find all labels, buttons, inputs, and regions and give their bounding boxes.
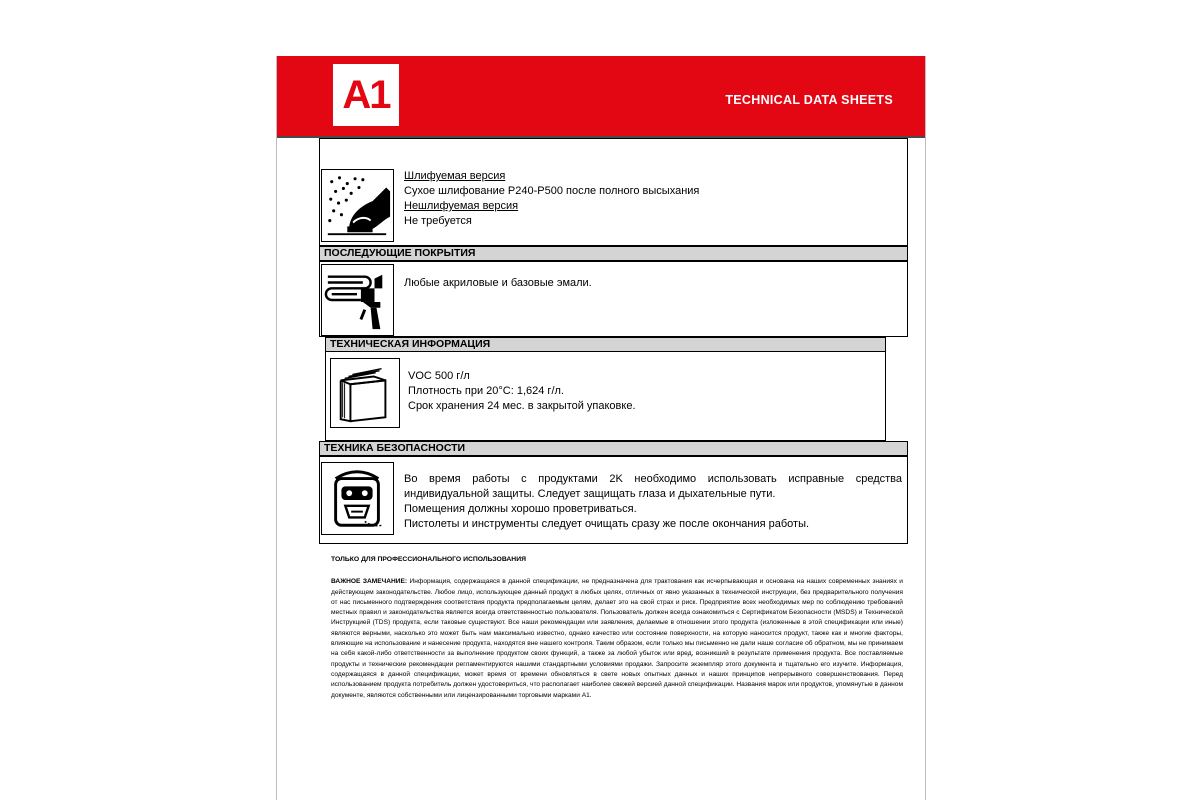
topcoats-text: Любые акриловые и базовые эмали. [404, 277, 592, 289]
shelf-life-value: Срок хранения 24 мес. в закрытой упаковке. [408, 400, 636, 412]
face-shield-icon [321, 462, 394, 535]
legal-notes [331, 555, 903, 701]
book-icon [330, 358, 400, 428]
document-header [277, 56, 925, 138]
safety-cleaning: Пистолеты и инструменты следует очищать сразу же после окончания работы. [404, 518, 810, 530]
important-notice-label: ВАЖНОЕ ЗАМЕЧАНИЕ: [331, 578, 408, 586]
technical-info-heading: ТЕХНИЧЕСКАЯ ИНФОРМАЦИЯ [325, 337, 886, 352]
density-value: Плотность при 20°C: 1,624 г/л. [408, 385, 564, 397]
non-sandable-version-text: Не требуется [404, 215, 472, 227]
important-notice [331, 577, 903, 701]
logo-text: A1 [342, 72, 390, 117]
topcoats-section [319, 261, 908, 337]
sandable-version-text: Сухое шлифование P240-P500 после полного высыхания [404, 185, 700, 197]
safety-heading: ТЕХНИКА БЕЗОПАСНОСТИ [319, 441, 908, 456]
non-sandable-version-title: Нешлифуемая версия [404, 200, 519, 212]
topcoats-heading: ПОСЛЕДУЮЩИЕ ПОКРЫТИЯ [319, 246, 908, 261]
important-notice-body: Информация, содержащаяся в данной спецификации, не предназначена для трактования как исчерпывающая и основана на наших современных знаниях и действующем законодательстве. Любое лицо, использующее данный продукт в любых целях, отличных от явно указанных в технической инструкции, без предварительного получения от нас письменного подтверждения соответствия продукта предполагаемым целям, делает это на свой страх и риск. Предприятие всех необходимых мер по соблюдению требований местных правил и законодательства является всегда ответственностью пользователя. Пользователь должен всегда ознакомиться с Сертификатом Безопасности (MSDS) и Технической Инструкцией (TDS) продукта, если таковые существуют. Все наши рекомендации или заявления, делаемые в отношении этого продукта (изложенные в этой спецификации или иные) являются верными, насколько это может быть нам максимально известно, однако качество или состояние поверхности, на которую наносится продукт, также как и многие факторы, влияющие на использование и нанесение продукта, находятся вне нашего контроля. Таким образом, если только мы письменно не дали наше согласие об обратном, мы не принимаем на себя какой-либо ответственности за выполнение продуктом своих функций, а также за любой убыток или вред, возникший в результате применения продукта. Все поставляемые продукты и технические рекомендации регламентируются нашими стандартными условиями продажи. Запросите экземпляр этого документа и тщательно его изучите. Информация, содержащаяся в данной спецификации, может время от времени обновляться в свете новых опытных данных и наших принципов непрерывного совершенствования. Перед использованием продукта потребитель должен удостовериться, что располагает наиболее свежей версией данной спецификации. Названия марок или продуктов, упомянутые в данном документе, являются собственными или лицензированными торговыми марками A1. [331, 578, 903, 699]
a1-logo [333, 64, 399, 126]
technical-info-section [325, 337, 886, 441]
voc-value: VOC 500 г/л [408, 370, 470, 382]
document-title: TECHNICAL DATA SHEETS [725, 93, 893, 107]
sanding-section [319, 138, 908, 246]
spray-gun-icon [321, 264, 394, 336]
technical-data-sheet-page [276, 56, 926, 800]
safety-paragraph: Во время работы с продуктами 2K необходимо использовать исправные средства индивидуальной защиты. Следует защищать глаза и дыхательные пути. [404, 473, 902, 500]
sanding-hand-icon [321, 169, 394, 242]
safety-ventilation: Помещения должны хорошо проветриваться. [404, 503, 637, 515]
sandable-version-title: Шлифуемая версия [404, 170, 506, 182]
safety-section [319, 456, 908, 544]
professional-use-heading: ТОЛЬКО ДЛЯ ПРОФЕССИОНАЛЬНОГО ИСПОЛЬЗОВАНИЯ [331, 556, 526, 563]
